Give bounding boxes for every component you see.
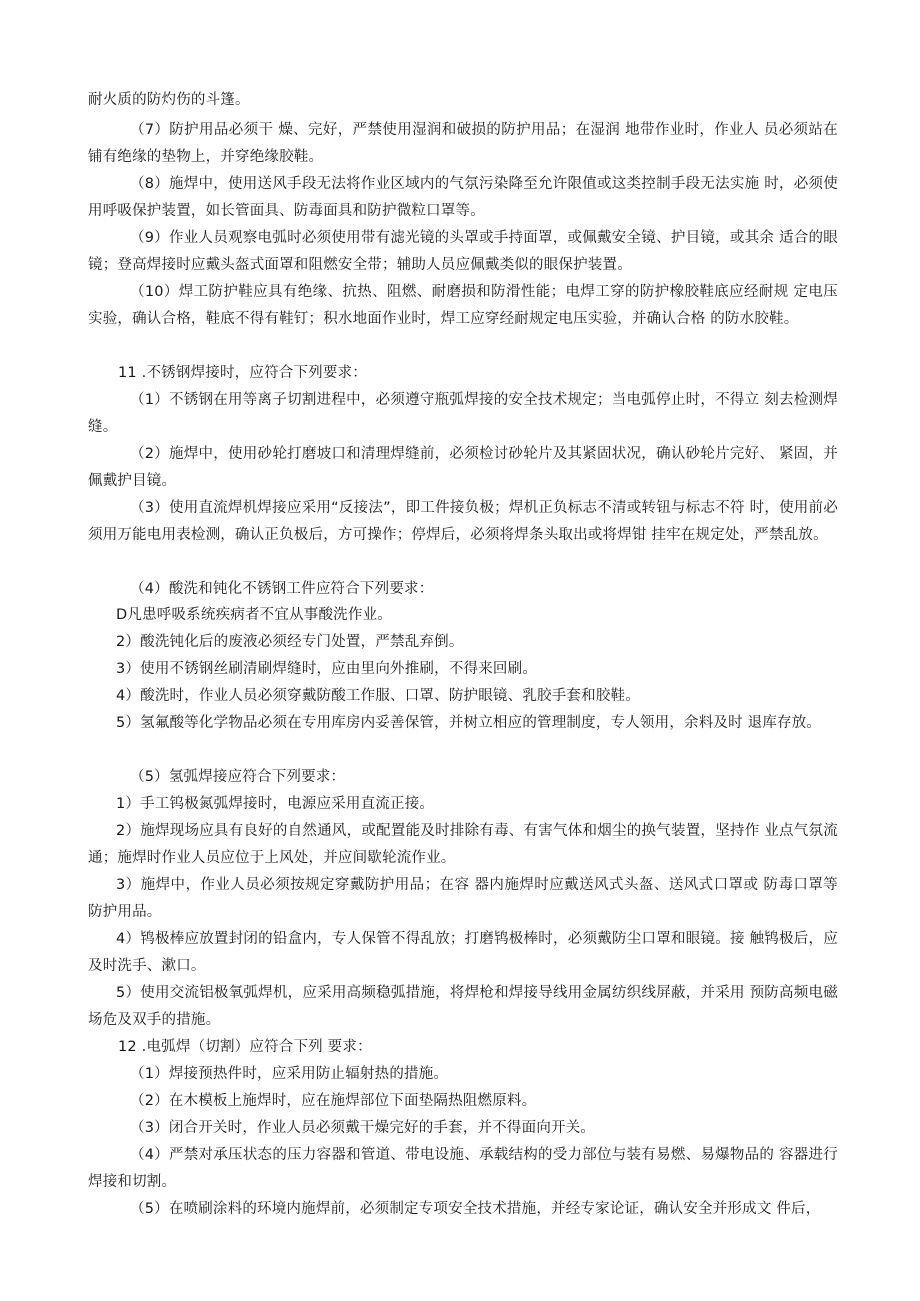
paragraph-7-protective-gear: （7）防护用品必须干 燥、完好，严禁使用湿润和破损的防护用品；在湿润 地带作业时，作业人 员必须站在铺有绝缘的垫物上，并穿绝缘胶鞋。: [88, 122, 838, 165]
paragraph-12-4-pressure-vessels: （4）严禁对承压状态的压力容器和管道、带电设施、承载结构的受力部位与装有易燃、易爆物品的 容器进行焊接和切割。: [88, 1147, 838, 1190]
paragraph-12-5-coating-environment: （5）在喷刷涂料的环境内施焊前，必须制定专项安全技术措施，并经专家论证，确认安全并形成文 件后，: [130, 1201, 821, 1217]
list-item-pickling-5: 5）氢氟酸等化学物品必须在专用库房内妥善保管，并树立相应的管理制度，专人领用，余料及时 退库存放。: [116, 715, 822, 731]
heading-11-5-argon-arc: （5）氢弧焊接应符合下列要求：: [130, 769, 346, 785]
list-item-argon-4: 4）鸨极棒应放置封闭的铅盒内，专人保管不得乱放；打磨鸨极棒时，必须戴防尘口罩和眼镜。接 触鸨极后，应及时洗手、漱口。: [88, 931, 838, 974]
paragraph-12-3-switch-gloves: （3）闭合开关时，作业人员必须戴干燥完好的手套，并不得面向开关。: [130, 1120, 596, 1136]
paragraph-8-respirator: （8）施焊中，使用送风手段无法将作业区域内的气氛污染降至允许限值或这类控制手段无法实施 时，必须使用呼吸保护装置，如长管面具、防毒面具和防护微粒口罩等。: [88, 176, 838, 219]
list-item-pickling-4: 4）酸洗时，作业人员必须穿戴防酸工作服、口罩、防护眼镜、乳胶手套和胶鞋。: [116, 688, 640, 704]
heading-11-4-pickling: （4）酸洗和钝化不锈钢工件应符合下列要求：: [130, 581, 434, 597]
paragraph-12-2-wood-formwork: （2）在木模板上施焊时，应在施焊部位下面垫隔热阻燃原料。: [130, 1093, 537, 1109]
list-item-argon-1: 1）手工钨极氮弧焊接时，电源应采用直流正接。: [116, 796, 435, 812]
list-item-argon-3: 3）施焊中，作业人员必须按规定穿戴防护用品；在容 器内施焊时应戴送风式头盔、送风式口罩或 防毒口罩等防护用品。: [88, 877, 838, 920]
paragraph-12-1-preheat: （1）焊接预热件时，应采用防止辐射热的措施。: [130, 1066, 449, 1082]
heading-11-stainless-welding: 11 .不锈钢焊接时，应符合下列要求：: [118, 365, 367, 381]
paragraph-10-safety-shoes: （10）焊工防护鞋应具有绝缘、抗热、阻燃、耐磨损和防滑性能；电焊工穿的防护橡胶鞋底应经耐规 定电压实验，确认合格，鞋底不得有鞋钉；积水地面作业时，焊工应穿经耐规定电压实验，并确认合格 的防水胶鞋。: [88, 284, 838, 327]
heading-12-arc-welding: 12 .电弧焊（切割）应符合下列 要求：: [118, 1039, 372, 1055]
list-item-argon-2: 2）施焊现场应具有良好的自然通风，或配置能及时排除有毒、有害气体和烟尘的换气装置，坚持作 业点气氛流通；施焊时作业人员应位于上风处，并应间歇轮流作业。: [88, 823, 838, 866]
paragraph-cape-end: 耐火质的防灼伤的斗篷。: [88, 92, 250, 108]
paragraph-11-3-dc-welder: （3）使用直流焊机焊接应采用“反接法”，即工件接负极；焊机正负标志不清或转钮与标志不符 时，使用前必须用万能电用表检测，确认正负极后，方可操作；停焊后，必须将焊条头取出或将焊钳 挂牢在规定处，严禁乱放。: [88, 500, 838, 543]
paragraph-11-2-grinding: （2）施焊中，使用砂轮打磨坡口和清理焊缝前，必须检讨砂轮片及其紧固状况，确认砂轮片完好、 紧固，并佩戴护目镜。: [88, 446, 838, 489]
paragraph-9-eye-protection: （9）作业人员观察电弧时必须使用带有滤光镜的头罩或手持面罩，或佩戴安全镜、护目镜，或其余 适合的眼镜；登高焊接时应戴头盔式面罩和阻燃安全带；辅助人员应佩戴类似的眼保护装置。: [88, 230, 838, 273]
list-item-pickling-2: 2）酸洗钝化后的废液必须经专门处置，严禁乱弃倒。: [116, 634, 464, 650]
list-item-pickling-1: D凡患呼吸系统疾病者不宜从事酸洗作业。: [116, 607, 392, 623]
paragraph-11-1-plasma-cutting: （1）不锈钢在用等离子切割进程中，必须遵守瓶弧焊接的安全技术规定；当电弧停止时，不得立 刻去检测焊缝。: [88, 392, 838, 435]
list-item-argon-5: 5）使用交流铝极氧弧焊机，应采用高频稳弧措施，将焊枪和焊接导线用金属纺织线屏蔽，并采用 预防高频电磁场危及双手的措施。: [88, 985, 838, 1028]
list-item-pickling-3: 3）使用不锈钢丝刷清刷焊缝时，应由里向外推刷，不得来回刷。: [116, 661, 538, 677]
